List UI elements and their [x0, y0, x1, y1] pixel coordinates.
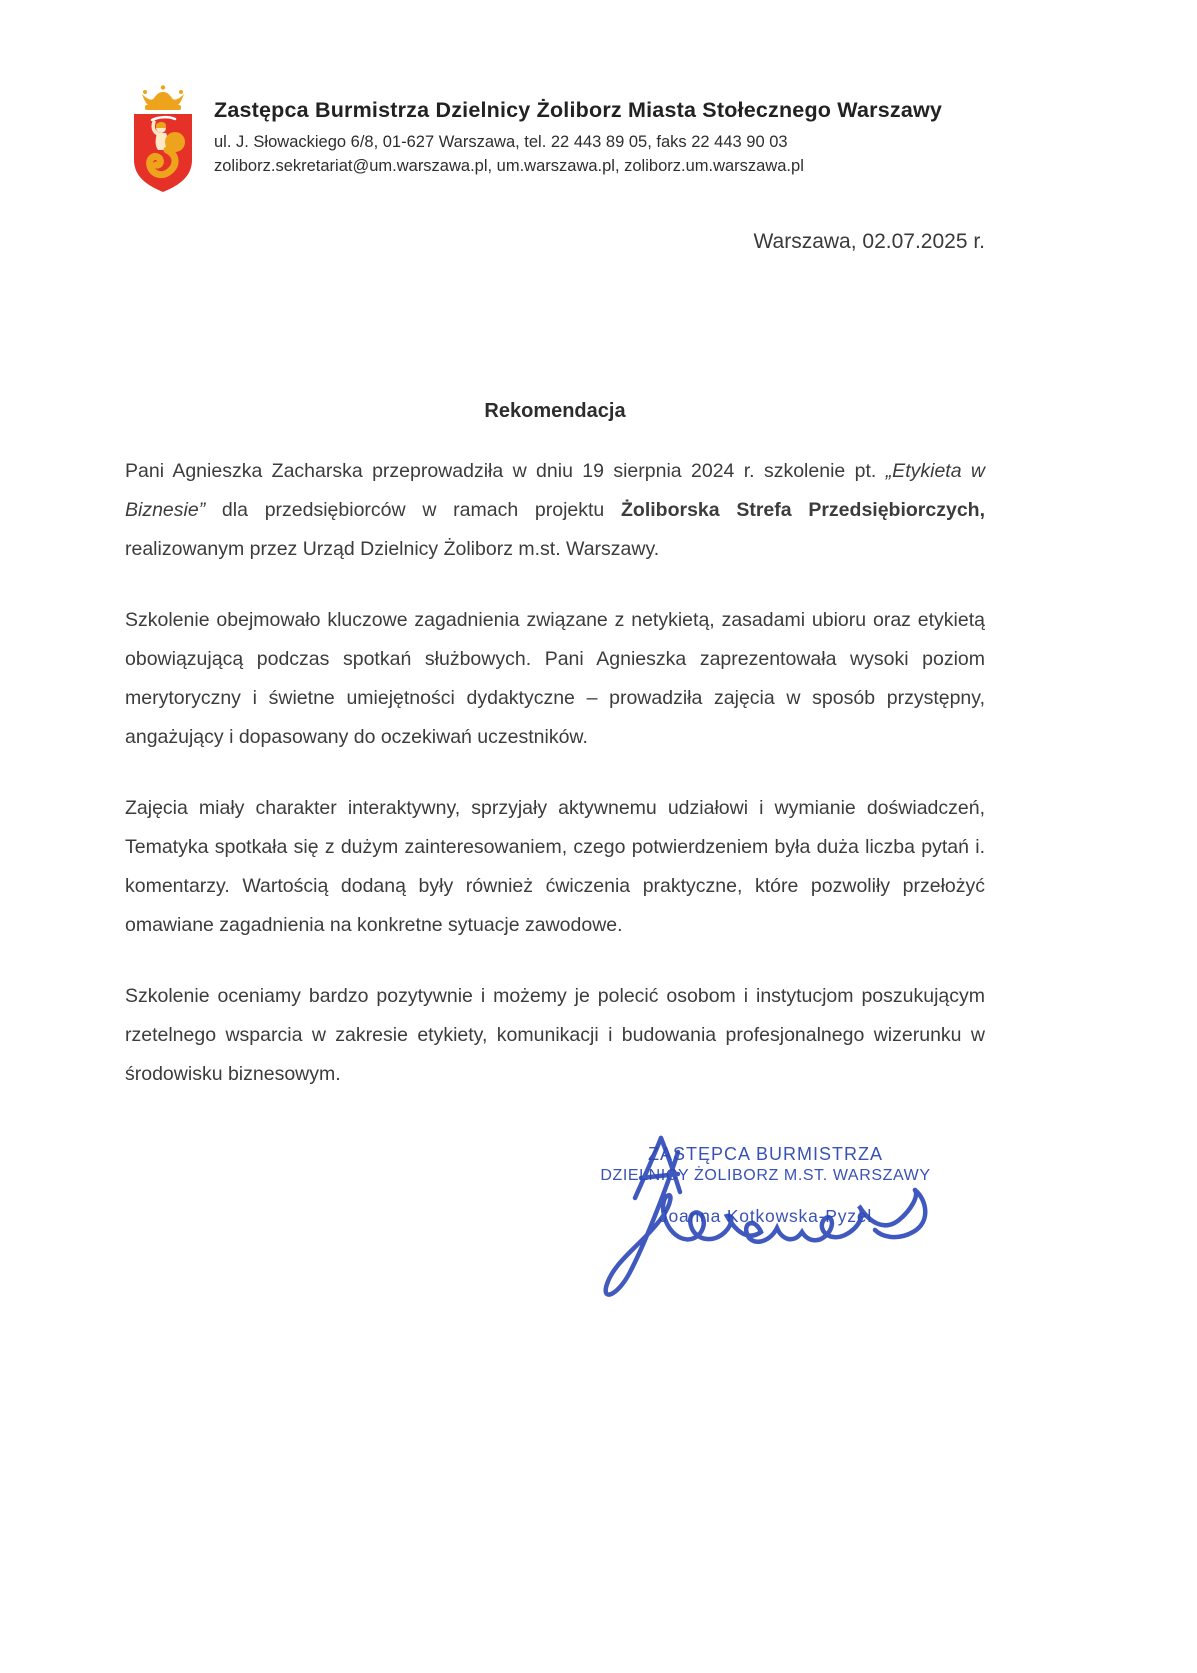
warsaw-mermaid-crest-icon [128, 84, 198, 194]
handwritten-signature-icon [583, 1134, 948, 1304]
signature-block [583, 1134, 948, 1304]
paragraph-1-seg-2: „Etykieta w Biznesie” [125, 460, 985, 521]
paragraph-1 [125, 452, 985, 569]
paragraph-2: Szkolenie obejmowało kluczowe zagadnienia związane z netykietą, zasadami ubioru oraz etykietą obowiązującą podczas spotkań służbowych. Pani Agnieszka zaprezentowała wysoki poziom merytoryczny i świetne umiejętności dydaktyczne – prowadziła zajęcia w sposób przystępny, angażujący i dopasowany do oczekiwań uczestników. [125, 609, 985, 748]
signer-name: Joanna Kotkowska-Pyzel [658, 1206, 873, 1226]
stamp-title-line: ZASTĘPCA BURMISTRZA [647, 1144, 884, 1164]
letterhead-text [214, 84, 942, 194]
paragraph-1-seg-5: realizowanym przez Urząd Dzielnicy Żoliborz m.st. Warszawy. [125, 538, 660, 560]
paragraph-1-seg-4: Żoliborska Strefa Przedsiębiorczych, [621, 499, 985, 521]
stamp-district-line: DZIELNICY ŻOLIBORZ M.ST. WARSZAWY [600, 1167, 931, 1184]
document-title: Rekomendacja [484, 400, 626, 422]
paragraph-4: Szkolenie oceniamy bardzo pozytywnie i możemy je polecić osobom i instytucjom poszukującym rzetelnego wsparcia w zakresie etykiety, komunikacji i budowania profesjonalnego wizerunku w środowisku biznesowym. [125, 985, 985, 1085]
contact-line: zoliborz.sekretariat@um.warszawa.pl, um.warszawa.pl, zoliborz.um.warszawa.pl [214, 157, 804, 175]
org-name: Zastępca Burmistrza Dzielnicy Żoliborz Miasta Stołecznego Warszawy [214, 98, 943, 122]
letterhead [128, 84, 942, 194]
paragraph-1-seg-3: dla przedsiębiorców w ramach projektu [205, 499, 621, 521]
letter-body [125, 452, 985, 1126]
paragraph-3: Zajęcia miały charakter interaktywny, sprzyjały aktywnemu udziałowi i wymianie doświadczeń, Tematyka spotkała się z dużym zainteresowaniem, czego potwierdzeniem była duża liczba pytań i. komentarzy. Wartością dodaną były również ćwiczenia praktyczne, które pozwoliły przełożyć omawiane zagadnienia na konkretne sytuacje zawodowe. [125, 797, 985, 936]
date-line: Warszawa, 02.07.2025 r. [753, 230, 985, 253]
address-line: ul. J. Słowackiego 6/8, 01-627 Warszawa, tel. 22 443 89 05, faks 22 443 90 03 [214, 133, 788, 151]
paragraph-1-seg-1: Pani Agnieszka Zacharska przeprowadziła w dniu 19 sierpnia 2024 r. szkolenie pt. [125, 460, 886, 482]
